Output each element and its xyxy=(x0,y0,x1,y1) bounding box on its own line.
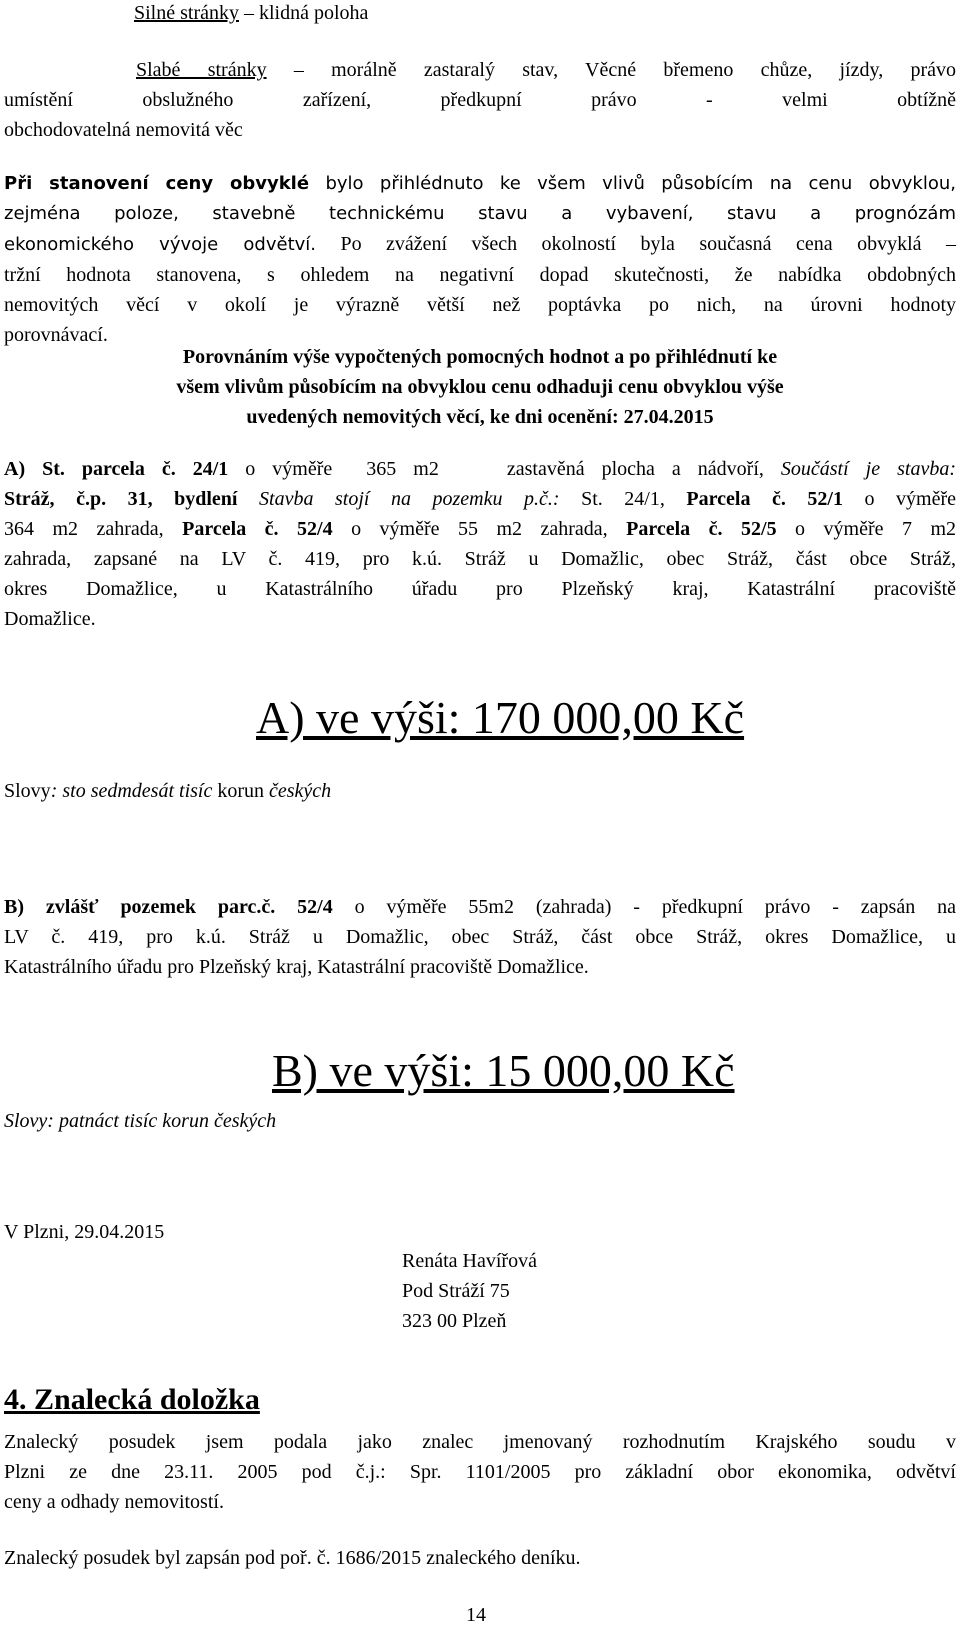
strengths-text: – klidná poloha xyxy=(239,2,369,24)
strengths-line xyxy=(134,0,368,28)
section-4-line-1: Znalecký posudek jsem podala jako znalec jmenovaný rozhodnutím Krajského soudu v xyxy=(4,1431,956,1453)
weaknesses-line-2: umístění obslužného zařízení, předkupní právo - velmi obtížně xyxy=(4,89,956,111)
item-a-line-2: Stráž, č.p. 31, bydlení Stavba stojí na pozemku p.č.: St. 24/1, Parcela č. 52/1 o výměře xyxy=(4,488,956,510)
signature-name: Renáta Havířová xyxy=(402,1250,537,1272)
weaknesses-paragraph xyxy=(4,55,956,145)
section-4-paragraph-2: Znalecký posudek byl zapsán pod poř. č. 1686/2015 znaleckého deníku. xyxy=(4,1547,581,1569)
item-b-words: Slovy: patnáct tisíc korun českých xyxy=(4,1110,277,1132)
place-date: V Plzni, 29.04.2015 xyxy=(4,1221,165,1243)
item-b-line-2: LV č. 419, pro k.ú. Stráž u Domažlic, obec Stráž, část obce Stráž, okres Domažlice, u xyxy=(4,926,956,948)
page-number: 14 xyxy=(466,1604,486,1626)
section-4-title: 4. Znalecká doložka xyxy=(4,1383,260,1416)
strengths-label: Silné stránky xyxy=(134,2,239,24)
item-a-paragraph xyxy=(4,454,956,634)
weaknesses-label: Slabé stránky xyxy=(136,59,267,81)
signature-street: Pod Stráží 75 xyxy=(402,1280,510,1302)
item-a-line-1: A) St. parcela č. 24/1 o výměře 365 m2 zastavěná plocha a nádvoří, Součástí je stavba: xyxy=(4,458,956,480)
weaknesses-line-3: obchodovatelná nemovitá věc xyxy=(4,119,243,141)
price-line-2: zejména poloze, stavebně technickému stavu a vybavení, stavu a prognózám xyxy=(4,203,956,224)
signature-city: 323 00 Plzeň xyxy=(402,1310,507,1332)
item-a-words: Slovy: sto sedmdesát tisíc korun českých xyxy=(4,780,332,802)
item-a-line-3: 364 m2 zahrada, Parcela č. 52/4 o výměře 55 m2 zahrada, Parcela č. 52/5 o výměře 7 m2 xyxy=(4,518,957,540)
item-b-line-1: B) zvlášť pozemek parc.č. 52/4 o výměře 55m2 (zahrada) - předkupní právo - zapsán na xyxy=(4,896,956,918)
item-a-line-4: zahrada, zapsané na LV č. 419, pro k.ú. Stráž u Domažlic, obec Stráž, část obce Stráž, xyxy=(4,548,956,570)
conclusion-line-3: uvedených nemovitých věcí, ke dni ocenění: 27.04.2015 xyxy=(246,406,714,428)
price-paragraph xyxy=(4,168,956,350)
weaknesses-line-1: Slabé stránky – morálně zastaralý stav, Věcné břemeno chůze, jízdy, právo xyxy=(136,59,956,81)
price-line-6: porovnávací. xyxy=(4,324,108,346)
conclusion-line-2: všem vlivům působícím na obvyklou cenu odhaduji cenu obvyklou výše xyxy=(176,376,784,398)
item-b-paragraph xyxy=(4,892,956,982)
section-4-paragraph-1 xyxy=(4,1427,956,1517)
conclusion-block xyxy=(60,342,900,432)
price-line-3: ekonomického vývoje odvětví. Po zvážení všech okolností byla současná cena obvyklá – xyxy=(4,233,956,255)
item-b-line-3: Katastrálního úřadu pro Plzeňský kraj, Katastrální pracoviště Domažlice. xyxy=(4,956,589,978)
item-b-price: B) ve výši: 15 000,00 Kč xyxy=(272,1045,735,1096)
price-line-4: tržní hodnota stanovena, s ohledem na negativní dopad skutečnosti, že nabídka obdobných xyxy=(4,264,956,286)
price-line-5: nemovitých věcí v okolí je výrazně větší než poptávka po nich, na úrovni hodnoty xyxy=(4,294,956,316)
item-a-price: A) ve výši: 170 000,00 Kč xyxy=(256,692,745,743)
section-4-line-3: ceny a odhady nemovitostí. xyxy=(4,1491,224,1513)
item-a-line-6: Domažlice. xyxy=(4,608,96,630)
conclusion-line-1: Porovnáním výše vypočtených pomocných hodnot a po přihlédnutí ke xyxy=(182,346,778,368)
price-line-1: Při stanovení ceny obvyklé bylo přihlédnuto ke všem vlivů působícím na cenu obvyklou, xyxy=(4,173,956,194)
signature-block xyxy=(402,1246,537,1336)
item-a-line-5: okres Domažlice, u Katastrálního úřadu pro Plzeňský kraj, Katastrální pracoviště xyxy=(4,578,956,600)
section-4-line-2: Plzni ze dne 23.11. 2005 pod č.j.: Spr. 1101/2005 pro základní obor ekonomika, odvětví xyxy=(4,1461,956,1483)
